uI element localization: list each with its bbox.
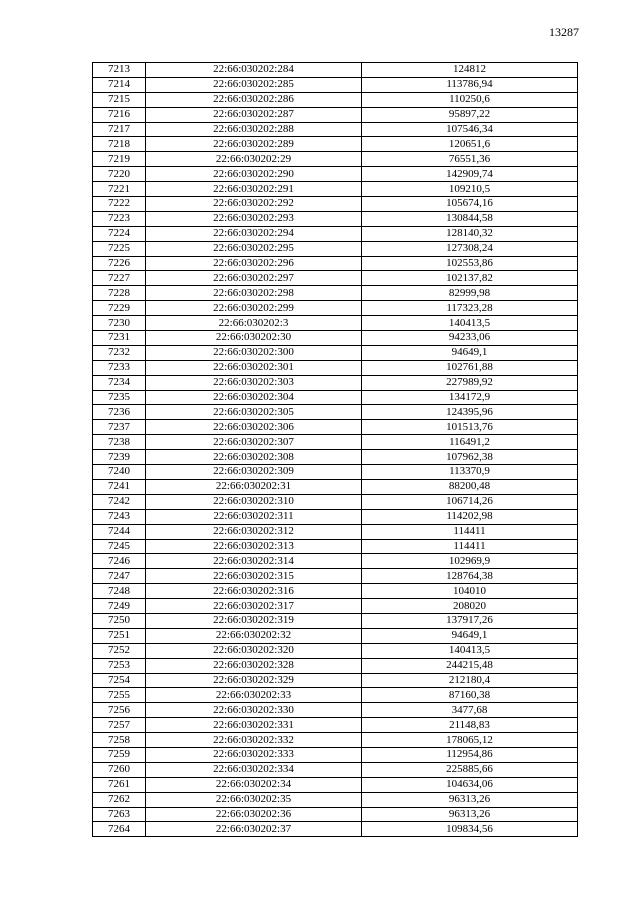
table-row (93, 241, 578, 256)
cadastral-value-cell: 142909,74 (362, 167, 578, 182)
cadastral-number-cell: 22:66:030202:307 (146, 435, 362, 450)
table-row (93, 599, 578, 614)
cadastral-value-cell: 137917,26 (362, 613, 578, 628)
row-number-cell: 7259 (93, 747, 146, 762)
cadastral-value-cell: 104634,06 (362, 777, 578, 792)
cadastral-value-cell: 101513,76 (362, 420, 578, 435)
row-number-cell: 7227 (93, 271, 146, 286)
row-number-cell: 7261 (93, 777, 146, 792)
cadastral-number-cell: 22:66:030202:301 (146, 360, 362, 375)
cadastral-number-cell: 22:66:030202:311 (146, 509, 362, 524)
cadastral-number-cell: 22:66:030202:35 (146, 792, 362, 807)
row-number-cell: 7238 (93, 435, 146, 450)
cadastral-value-cell: 120651,6 (362, 137, 578, 152)
row-number-cell: 7253 (93, 658, 146, 673)
table-row (93, 450, 578, 465)
cadastral-value-cell: 21148,83 (362, 718, 578, 733)
table-row (93, 539, 578, 554)
cadastral-number-cell: 22:66:030202:296 (146, 256, 362, 271)
row-number-cell: 7236 (93, 405, 146, 420)
table-row (93, 658, 578, 673)
row-number-cell: 7250 (93, 613, 146, 628)
table-row (93, 405, 578, 420)
row-number-cell: 7222 (93, 197, 146, 212)
cadastral-value-cell: 105674,16 (362, 197, 578, 212)
cadastral-value-cell: 3477,68 (362, 703, 578, 718)
cadastral-value-cell: 82999,98 (362, 286, 578, 301)
table-row (93, 197, 578, 212)
row-number-cell: 7254 (93, 673, 146, 688)
cadastral-number-cell: 22:66:030202:34 (146, 777, 362, 792)
row-number-cell: 7263 (93, 807, 146, 822)
row-number-cell: 7264 (93, 822, 146, 837)
table-row (93, 628, 578, 643)
row-number-cell: 7241 (93, 479, 146, 494)
table-row (93, 107, 578, 122)
row-number-cell: 7232 (93, 345, 146, 360)
cadastral-value-cell: 102761,88 (362, 360, 578, 375)
row-number-cell: 7248 (93, 584, 146, 599)
row-number-cell: 7245 (93, 539, 146, 554)
cadastral-value-cell: 124812 (362, 63, 578, 78)
cadastral-number-cell: 22:66:030202:292 (146, 197, 362, 212)
cadastral-value-cell: 102969,9 (362, 554, 578, 569)
table-row (93, 331, 578, 346)
row-number-cell: 7247 (93, 569, 146, 584)
cadastral-number-cell: 22:66:030202:329 (146, 673, 362, 688)
table-row (93, 182, 578, 197)
table-row (93, 688, 578, 703)
table-row (93, 390, 578, 405)
cadastral-number-cell: 22:66:030202:300 (146, 345, 362, 360)
table-row (93, 77, 578, 92)
row-number-cell: 7220 (93, 167, 146, 182)
table-row (93, 137, 578, 152)
cadastral-number-cell: 22:66:030202:294 (146, 226, 362, 241)
cadastral-number-cell: 22:66:030202:310 (146, 494, 362, 509)
cadastral-number-cell: 22:66:030202:287 (146, 107, 362, 122)
cadastral-number-cell: 22:66:030202:332 (146, 733, 362, 748)
cadastral-number-cell: 22:66:030202:333 (146, 747, 362, 762)
cadastral-number-cell: 22:66:030202:328 (146, 658, 362, 673)
table-body (93, 63, 578, 837)
table-row (93, 465, 578, 480)
cadastral-number-cell: 22:66:030202:298 (146, 286, 362, 301)
cadastral-number-cell: 22:66:030202:3 (146, 316, 362, 331)
row-number-cell: 7213 (93, 63, 146, 78)
table-row (93, 211, 578, 226)
cadastral-number-cell: 22:66:030202:334 (146, 762, 362, 777)
table-row (93, 256, 578, 271)
row-number-cell: 7243 (93, 509, 146, 524)
cadastral-number-cell: 22:66:030202:290 (146, 167, 362, 182)
row-number-cell: 7239 (93, 450, 146, 465)
cadastral-value-cell: 87160,38 (362, 688, 578, 703)
cadastral-value-cell: 114411 (362, 539, 578, 554)
row-number-cell: 7226 (93, 256, 146, 271)
cadastral-value-cell: 106714,26 (362, 494, 578, 509)
cadastral-number-cell: 22:66:030202:303 (146, 375, 362, 390)
cadastral-value-cell: 114202,98 (362, 509, 578, 524)
table-row (93, 822, 578, 837)
cadastral-value-cell: 134172,9 (362, 390, 578, 405)
row-number-cell: 7244 (93, 524, 146, 539)
table-row (93, 420, 578, 435)
cadastral-number-cell: 22:66:030202:305 (146, 405, 362, 420)
cadastral-value-cell: 113786,94 (362, 77, 578, 92)
cadastral-value-cell: 116491,2 (362, 435, 578, 450)
cadastral-value-cell: 96313,26 (362, 807, 578, 822)
cadastral-value-cell: 178065,12 (362, 733, 578, 748)
table-row (93, 807, 578, 822)
cadastral-number-cell: 22:66:030202:297 (146, 271, 362, 286)
row-number-cell: 7237 (93, 420, 146, 435)
cadastral-value-cell: 114411 (362, 524, 578, 539)
cadastral-value-cell: 130844,58 (362, 211, 578, 226)
table-row (93, 703, 578, 718)
table-row (93, 643, 578, 658)
cadastral-value-cell: 104010 (362, 584, 578, 599)
row-number-cell: 7221 (93, 182, 146, 197)
row-number-cell: 7251 (93, 628, 146, 643)
cadastral-number-cell: 22:66:030202:314 (146, 554, 362, 569)
cadastral-value-cell: 107962,38 (362, 450, 578, 465)
cadastral-value-cell: 76551,36 (362, 152, 578, 167)
cadastral-value-cell: 225885,66 (362, 762, 578, 777)
cadastral-number-cell: 22:66:030202:312 (146, 524, 362, 539)
cadastral-number-cell: 22:66:030202:289 (146, 137, 362, 152)
cadastral-number-cell: 22:66:030202:316 (146, 584, 362, 599)
table-row (93, 375, 578, 390)
cadastral-number-cell: 22:66:030202:295 (146, 241, 362, 256)
cadastral-number-cell: 22:66:030202:288 (146, 122, 362, 137)
cadastral-value-cell: 244215,48 (362, 658, 578, 673)
cadastral-value-cell: 208020 (362, 599, 578, 614)
row-number-cell: 7262 (93, 792, 146, 807)
row-number-cell: 7228 (93, 286, 146, 301)
cadastral-number-cell: 22:66:030202:319 (146, 613, 362, 628)
table-row (93, 584, 578, 599)
row-number-cell: 7249 (93, 599, 146, 614)
cadastral-number-cell: 22:66:030202:317 (146, 599, 362, 614)
cadastral-value-table (92, 62, 578, 837)
page-number: 13287 (549, 25, 579, 39)
table-row (93, 494, 578, 509)
row-number-cell: 7217 (93, 122, 146, 137)
cadastral-value-cell: 109834,56 (362, 822, 578, 837)
table-row (93, 777, 578, 792)
cadastral-value-cell: 94233,06 (362, 331, 578, 346)
cadastral-number-cell: 22:66:030202:320 (146, 643, 362, 658)
cadastral-value-cell: 88200,48 (362, 479, 578, 494)
cadastral-value-cell: 102553,86 (362, 256, 578, 271)
row-number-cell: 7216 (93, 107, 146, 122)
row-number-cell: 7215 (93, 92, 146, 107)
cadastral-number-cell: 22:66:030202:299 (146, 301, 362, 316)
row-number-cell: 7225 (93, 241, 146, 256)
cadastral-number-cell: 22:66:030202:330 (146, 703, 362, 718)
table-row (93, 316, 578, 331)
cadastral-value-cell: 227989,92 (362, 375, 578, 390)
row-number-cell: 7260 (93, 762, 146, 777)
row-number-cell: 7257 (93, 718, 146, 733)
row-number-cell: 7240 (93, 465, 146, 480)
row-number-cell: 7246 (93, 554, 146, 569)
cadastral-value-cell: 128140,32 (362, 226, 578, 241)
cadastral-value-cell: 107546,34 (362, 122, 578, 137)
table-row (93, 554, 578, 569)
table-row (93, 286, 578, 301)
cadastral-number-cell: 22:66:030202:286 (146, 92, 362, 107)
row-number-cell: 7218 (93, 137, 146, 152)
cadastral-number-cell: 22:66:030202:30 (146, 331, 362, 346)
table-row (93, 345, 578, 360)
cadastral-number-cell: 22:66:030202:304 (146, 390, 362, 405)
table-row (93, 524, 578, 539)
cadastral-number-cell: 22:66:030202:291 (146, 182, 362, 197)
cadastral-value-cell: 94649,1 (362, 628, 578, 643)
cadastral-value-cell: 124395,96 (362, 405, 578, 420)
cadastral-number-cell: 22:66:030202:309 (146, 465, 362, 480)
row-number-cell: 7233 (93, 360, 146, 375)
cadastral-number-cell: 22:66:030202:284 (146, 63, 362, 78)
row-number-cell: 7219 (93, 152, 146, 167)
row-number-cell: 7224 (93, 226, 146, 241)
cadastral-number-cell: 22:66:030202:31 (146, 479, 362, 494)
cadastral-number-cell: 22:66:030202:308 (146, 450, 362, 465)
cadastral-value-cell: 110250,6 (362, 92, 578, 107)
table-row (93, 435, 578, 450)
row-number-cell: 7258 (93, 733, 146, 748)
cadastral-number-cell: 22:66:030202:285 (146, 77, 362, 92)
table-row (93, 92, 578, 107)
table-row (93, 792, 578, 807)
row-number-cell: 7234 (93, 375, 146, 390)
cadastral-number-cell: 22:66:030202:32 (146, 628, 362, 643)
row-number-cell: 7252 (93, 643, 146, 658)
cadastral-value-cell: 127308,24 (362, 241, 578, 256)
row-number-cell: 7223 (93, 211, 146, 226)
row-number-cell: 7242 (93, 494, 146, 509)
cadastral-value-cell: 113370,9 (362, 465, 578, 480)
cadastral-value-cell: 128764,38 (362, 569, 578, 584)
table-row (93, 569, 578, 584)
table-row (93, 762, 578, 777)
table-row (93, 152, 578, 167)
table-row (93, 613, 578, 628)
cadastral-value-cell: 140413,5 (362, 316, 578, 331)
cadastral-number-cell: 22:66:030202:33 (146, 688, 362, 703)
table-row (93, 167, 578, 182)
cadastral-value-cell: 109210,5 (362, 182, 578, 197)
cadastral-value-cell: 95897,22 (362, 107, 578, 122)
cadastral-number-cell: 22:66:030202:29 (146, 152, 362, 167)
row-number-cell: 7235 (93, 390, 146, 405)
cadastral-value-cell: 212180,4 (362, 673, 578, 688)
row-number-cell: 7214 (93, 77, 146, 92)
table-row (93, 673, 578, 688)
table-row (93, 747, 578, 762)
row-number-cell: 7231 (93, 331, 146, 346)
row-number-cell: 7255 (93, 688, 146, 703)
cadastral-value-cell: 96313,26 (362, 792, 578, 807)
cadastral-value-cell: 112954,86 (362, 747, 578, 762)
table-row (93, 301, 578, 316)
row-number-cell: 7256 (93, 703, 146, 718)
cadastral-number-cell: 22:66:030202:331 (146, 718, 362, 733)
row-number-cell: 7229 (93, 301, 146, 316)
cadastral-number-cell: 22:66:030202:36 (146, 807, 362, 822)
table-row (93, 733, 578, 748)
cadastral-number-cell: 22:66:030202:315 (146, 569, 362, 584)
table-row (93, 122, 578, 137)
table-row (93, 479, 578, 494)
table-row (93, 271, 578, 286)
cadastral-number-cell: 22:66:030202:313 (146, 539, 362, 554)
table-row (93, 718, 578, 733)
table-row (93, 226, 578, 241)
table-row (93, 509, 578, 524)
cadastral-value-cell: 94649,1 (362, 345, 578, 360)
table-row (93, 360, 578, 375)
cadastral-value-cell: 117323,28 (362, 301, 578, 316)
cadastral-value-cell: 140413,5 (362, 643, 578, 658)
row-number-cell: 7230 (93, 316, 146, 331)
cadastral-number-cell: 22:66:030202:306 (146, 420, 362, 435)
cadastral-number-cell: 22:66:030202:293 (146, 211, 362, 226)
cadastral-number-cell: 22:66:030202:37 (146, 822, 362, 837)
cadastral-value-cell: 102137,82 (362, 271, 578, 286)
table-row (93, 63, 578, 78)
